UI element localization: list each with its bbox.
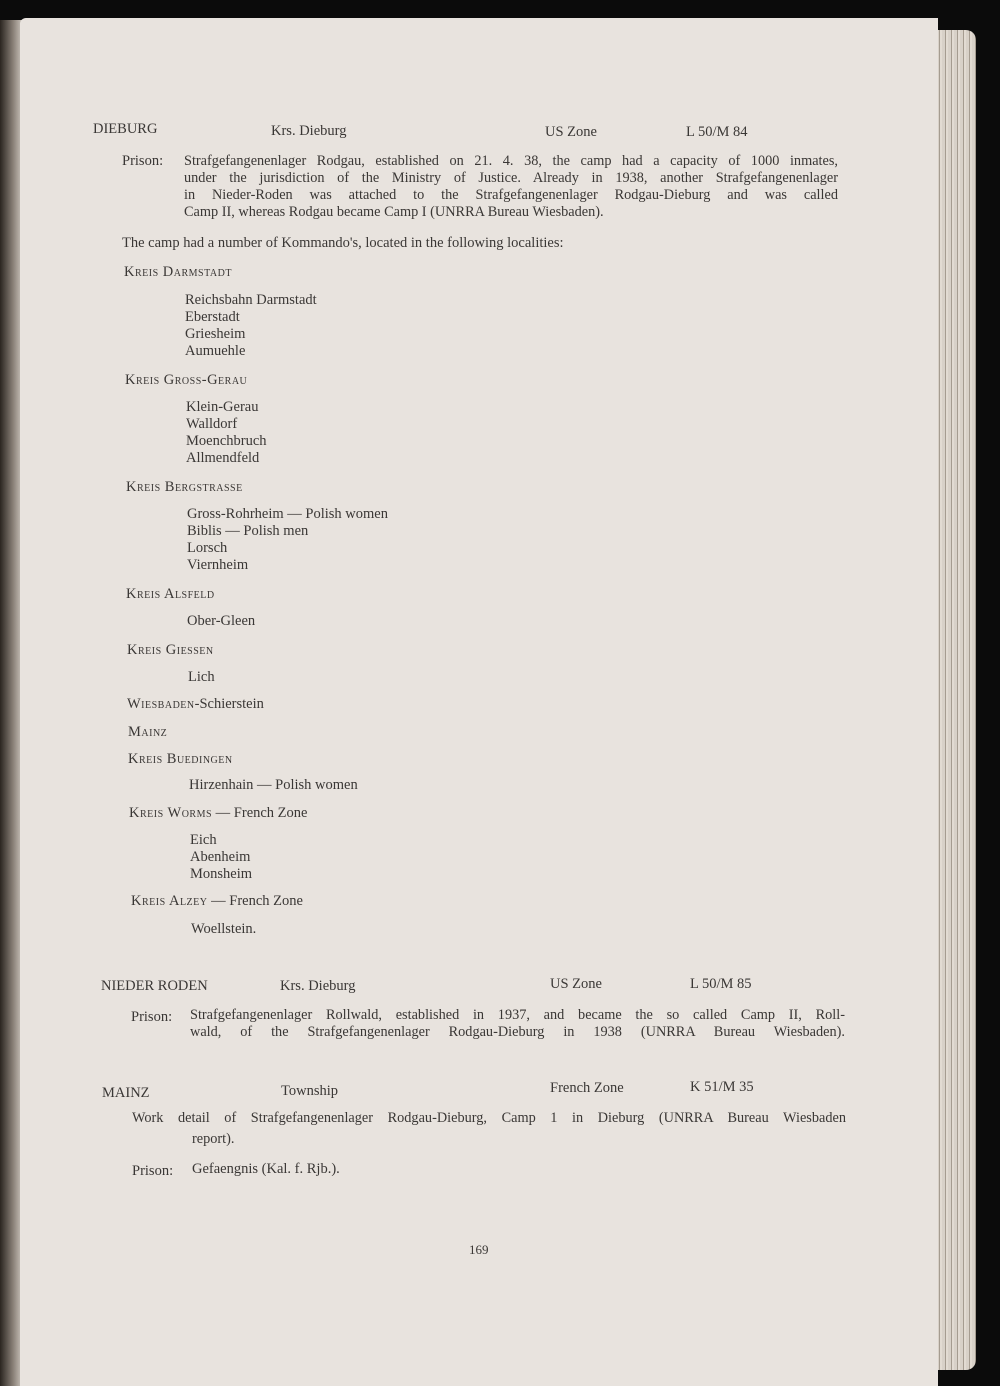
kreis-heading: Kreis Darmstadt [124, 264, 232, 280]
kreis-heading: Kreis Giessen [127, 642, 214, 658]
prison-text: Gefaengnis (Kal. f. Rjb.). [192, 1161, 340, 1177]
zone: US Zone [550, 976, 602, 992]
text-line: Strafgefangenenlager Rollwald, established in 1937, and became the so called Camp II, Roll- [190, 1007, 845, 1023]
place-item: Lorsch [187, 540, 228, 556]
page-stack-edge [936, 30, 976, 1370]
place-name: NIEDER RODEN [101, 978, 208, 994]
text-line: under the jurisdiction of the Ministry of Justice. Already in 1938, another Strafgefangenenlager [184, 170, 838, 186]
kreis-suffix: — French Zone [207, 893, 303, 909]
place-name: MAINZ [102, 1085, 150, 1101]
page-number: 169 [469, 1242, 489, 1257]
place-name: DIEBURG [93, 121, 158, 137]
place-item: Klein-Gerau [186, 399, 259, 415]
kreis-heading: Mainz [128, 724, 168, 740]
prison-label: Prison: [122, 153, 164, 169]
text-line: Camp II, whereas Rodgau became Camp I (UNRRA Bureau Wiesbaden). [184, 204, 604, 220]
kreis-heading [131, 893, 303, 910]
place-item: Gross-Rohrheim — Polish women [187, 506, 388, 522]
text-line: Strafgefangenenlager Rodgau, established on 21. 4. 38, the camp had a capacity of 1000 inmates, [184, 153, 838, 169]
map-ref: L 50/M 84 [686, 124, 748, 140]
kreis-heading: Kreis Alsfeld [126, 586, 215, 602]
kreis-heading [127, 696, 264, 713]
kreis-heading: Kreis Bergstrasse [126, 479, 243, 495]
kreis-name: Kreis Alzey [131, 893, 208, 909]
place-item: Ober-Gleen [187, 613, 256, 629]
place-item: Reichsbahn Darmstadt [185, 292, 317, 308]
district: Krs. Dieburg [271, 123, 347, 139]
prison-text [184, 153, 838, 221]
text-line: Work detail of Strafgefangenenlager Rodgau-Dieburg, Camp 1 in Dieburg (UNRRA Bureau Wiesbaden [132, 1110, 846, 1126]
place-item: Monsheim [190, 866, 253, 882]
zone: French Zone [550, 1080, 624, 1096]
place-item: Hirzenhain — Polish women [189, 777, 358, 793]
kreis-heading: Kreis Gross-Gerau [125, 372, 248, 388]
place-item: Walldorf [186, 416, 238, 432]
zone: US Zone [545, 124, 597, 140]
map-ref: L 50/M 85 [690, 976, 752, 992]
text-line: report). [192, 1131, 235, 1147]
district: Township [281, 1083, 338, 1099]
kreis-name: Wiesbaden [127, 696, 195, 712]
district: Krs. Dieburg [280, 978, 356, 994]
place-item: Lich [188, 669, 215, 685]
place-item: Woellstein. [191, 921, 257, 937]
prison-label: Prison: [132, 1163, 174, 1179]
place-item: Eich [190, 832, 217, 848]
place-item: Biblis — Polish men [187, 523, 309, 539]
place-item: Viernheim [187, 557, 249, 573]
place-item: Allmendfeld [186, 450, 260, 466]
kreis-heading [129, 805, 307, 822]
place-item: Moenchbruch [186, 433, 267, 449]
prison-label: Prison: [131, 1009, 173, 1025]
place-item: Eberstadt [185, 309, 240, 325]
kreis-name: Kreis Worms [129, 805, 213, 821]
place-item: Aumuehle [185, 343, 246, 359]
kreis-suffix: — French Zone [212, 805, 308, 821]
text-line: wald, of the Strafgefangenenlager Rodgau-Dieburg in 1938 (UNRRA Bureau Wiesbaden). [190, 1024, 845, 1040]
place-item: Griesheim [185, 326, 246, 342]
kreis-suffix: -Schierstein [194, 696, 264, 712]
map-ref: K 51/M 35 [690, 1079, 754, 1095]
kreis-heading: Kreis Buedingen [128, 751, 233, 767]
place-item: Abenheim [190, 849, 251, 865]
work-detail-text [132, 1110, 846, 1148]
prison-text [190, 1007, 845, 1041]
text-line: in Nieder-Roden was attached to the Strafgefangenenlager Rodgau-Dieburg and was called [184, 187, 838, 203]
intro-text: The camp had a number of Kommando's, located in the following localities: [122, 235, 564, 251]
facing-page-edge [0, 20, 22, 1386]
